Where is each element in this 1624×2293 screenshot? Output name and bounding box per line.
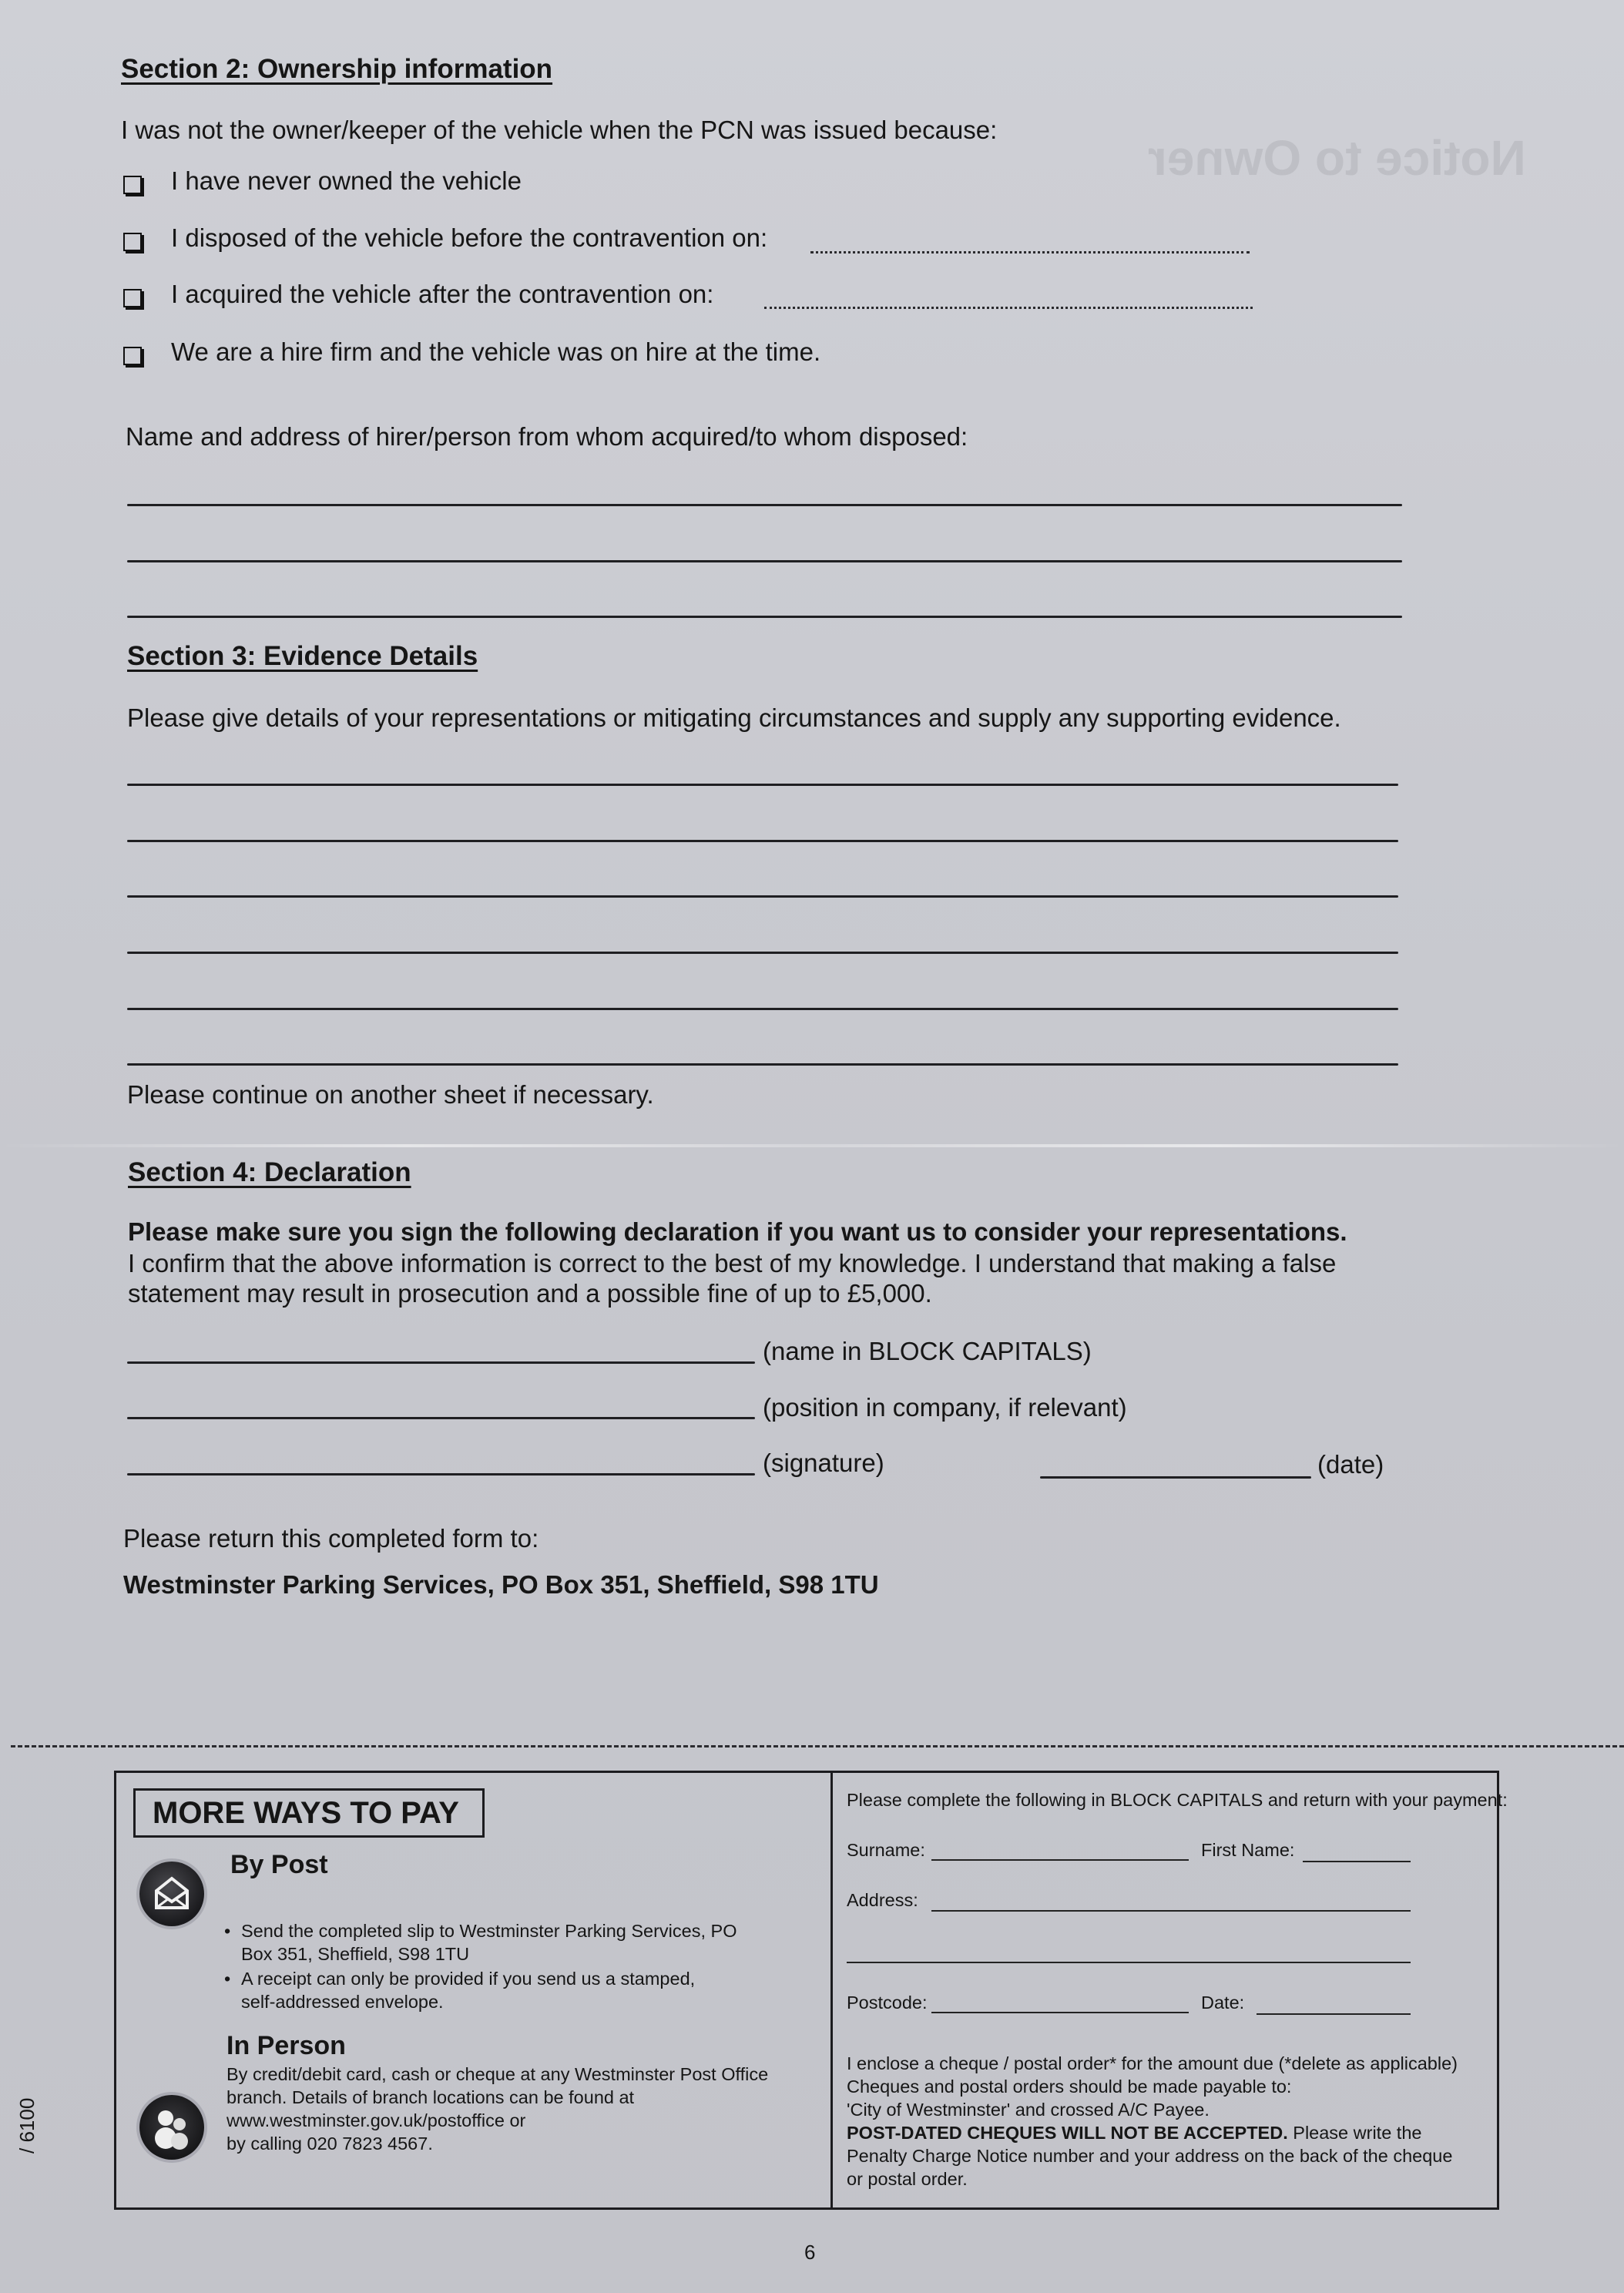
bullet-1-line-1: Send the completed slip to Westminster Parking Services, PO xyxy=(241,1921,737,1941)
evidence-line-6[interactable] xyxy=(127,1063,1398,1066)
cheque-line-6: or postal order. xyxy=(847,2169,968,2189)
address-field-1[interactable] xyxy=(931,1910,1411,1912)
date-field-label: (date) xyxy=(1317,1450,1384,1479)
address-field-2[interactable] xyxy=(847,1962,1411,1963)
checkbox-never-owned[interactable] xyxy=(123,176,142,194)
acquired-date-field[interactable] xyxy=(764,307,1253,309)
return-address: Westminster Parking Services, PO Box 351, Sheffield, S98 1TU xyxy=(123,1570,879,1599)
position-field[interactable] xyxy=(127,1417,755,1419)
more-ways-to-pay-title: MORE WAYS TO PAY xyxy=(133,1788,485,1838)
cheque-line-3: 'City of Westminster' and crossed A/C Payee. xyxy=(847,2100,1210,2120)
first-name-label: First Name: xyxy=(1201,1840,1295,1860)
address-line-2[interactable] xyxy=(127,560,1402,562)
cheque-line-1: I enclose a cheque / postal order* for the amount due (*delete as applicable) xyxy=(847,2053,1458,2073)
bullet-2-line-1: A receipt can only be provided if you send us a stamped, xyxy=(241,1969,696,1989)
checkbox-acquired-after[interactable] xyxy=(123,289,142,307)
in-person-website-link[interactable]: www.westminster.gov.uk/postoffice or xyxy=(226,2110,526,2130)
by-post-heading: By Post xyxy=(230,1850,328,1879)
postcode-field[interactable] xyxy=(931,2012,1189,2013)
section3-heading: Section 3: Evidence Details xyxy=(127,641,478,671)
in-person-heading: In Person xyxy=(226,2031,346,2060)
evidence-line-1[interactable] xyxy=(127,784,1398,786)
continue-note: Please continue on another sheet if necessary. xyxy=(127,1080,654,1109)
section3-instruction: Please give details of your representations or mitigating circumstances and supply any supporting evidence. xyxy=(127,703,1341,732)
signature-field[interactable] xyxy=(127,1473,755,1476)
page-number: 6 xyxy=(804,2241,816,2264)
address-line-3[interactable] xyxy=(127,616,1402,618)
name-field-label: (name in BLOCK CAPITALS) xyxy=(763,1337,1092,1365)
envelope-icon-glyph xyxy=(139,1862,204,1926)
first-name-field[interactable] xyxy=(1303,1861,1411,1862)
disposed-date-field[interactable] xyxy=(810,251,1250,253)
surname-label: Surname: xyxy=(847,1840,925,1860)
declaration-line-1: I confirm that the above information is correct to the best of my knowledge. I understand that making a false xyxy=(128,1249,1337,1277)
people-icon xyxy=(139,2095,204,2160)
address-line-1[interactable] xyxy=(127,504,1402,506)
postcode-label: Postcode: xyxy=(847,1993,928,2013)
section2-intro: I was not the owner/keeper of the vehicle when the PCN was issued because: xyxy=(121,116,998,144)
side-form-code: / 6100 xyxy=(15,2097,39,2154)
option-label: I have never owned the vehicle xyxy=(171,166,522,195)
address-label-slip: Address: xyxy=(847,1890,918,1910)
declaration-line-2: statement may result in prosecution and a possible fine of up to £5,000. xyxy=(128,1279,932,1308)
section2-heading: Section 2: Ownership information xyxy=(121,54,553,84)
position-field-label: (position in company, if relevant) xyxy=(763,1393,1127,1422)
bullet-2-line-2: self-addressed envelope. xyxy=(241,1992,444,2012)
address-label: Name and address of hirer/person from whom acquired/to whom disposed: xyxy=(126,422,968,451)
section4-heading: Section 4: Declaration xyxy=(128,1157,411,1187)
in-person-phone: by calling 020 7823 4567. xyxy=(226,2134,433,2154)
option-label: I disposed of the vehicle before the contravention on: xyxy=(171,223,768,252)
bleed-through-text: Notice to Owner xyxy=(1148,130,1526,186)
return-label: Please return this completed form to: xyxy=(123,1524,539,1553)
payment-slip xyxy=(114,1771,1508,2210)
tear-off-dashed-line xyxy=(11,1745,1624,1747)
date-field-slip[interactable] xyxy=(1257,2013,1411,2015)
evidence-line-2[interactable] xyxy=(127,840,1398,842)
post-dated-warning: POST-DATED CHEQUES WILL NOT BE ACCEPTED. xyxy=(847,2123,1288,2143)
evidence-line-5[interactable] xyxy=(127,1008,1398,1010)
envelope-icon xyxy=(139,1862,204,1926)
name-field[interactable] xyxy=(127,1361,755,1364)
bullet-icon: • xyxy=(224,1969,231,1989)
cheque-line-4 xyxy=(847,2121,1421,2144)
date-label-slip: Date: xyxy=(1201,1993,1245,2013)
option-label: We are a hire firm and the vehicle was on hire at the time. xyxy=(171,337,821,366)
checkbox-disposed-before[interactable] xyxy=(123,233,142,251)
signature-field-label: (signature) xyxy=(763,1449,884,1477)
evidence-line-4[interactable] xyxy=(127,952,1398,954)
date-field[interactable] xyxy=(1040,1476,1311,1479)
bullet-icon: • xyxy=(224,1921,231,1941)
checkbox-hire-firm[interactable] xyxy=(123,347,142,365)
cheque-line-4-rest: Please write the xyxy=(1287,2123,1422,2143)
option-label: I acquired the vehicle after the contravention on: xyxy=(171,280,714,308)
people-icon-glyph xyxy=(139,2095,204,2160)
cheque-line-2: Cheques and postal orders should be made payable to: xyxy=(847,2076,1292,2097)
paper-fold xyxy=(0,1144,1624,1147)
declaration-instruction: Please make sure you sign the following declaration if you want us to consider your representations. xyxy=(128,1217,1347,1246)
slip-divider xyxy=(830,1773,833,2207)
surname-field[interactable] xyxy=(931,1859,1189,1861)
cheque-line-5: Penalty Charge Notice number and your address on the back of the cheque xyxy=(847,2146,1453,2166)
in-person-line-2: branch. Details of branch locations can be found at xyxy=(226,2087,635,2107)
in-person-line-1: By credit/debit card, cash or cheque at any Westminster Post Office xyxy=(226,2064,769,2084)
bullet-1-line-2: Box 351, Sheffield, S98 1TU xyxy=(241,1944,470,1964)
evidence-line-3[interactable] xyxy=(127,895,1398,898)
slip-form-instruction: Please complete the following in BLOCK CAPITALS and return with your payment: xyxy=(847,1790,1508,1810)
